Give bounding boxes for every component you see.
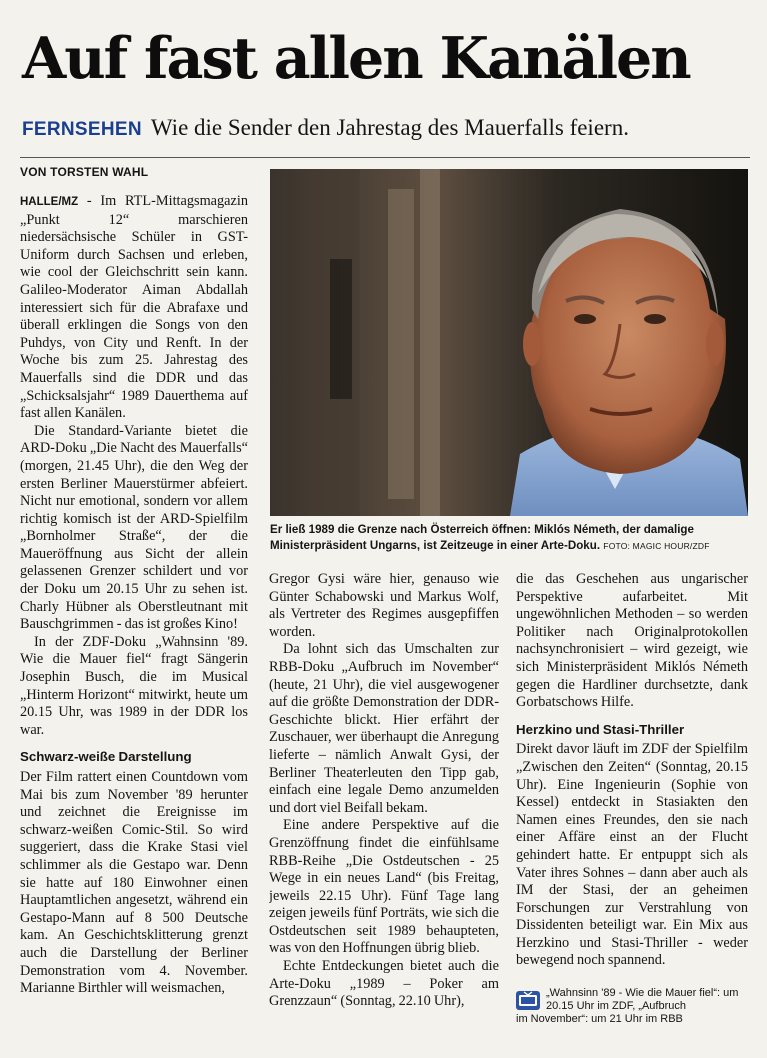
header-rule [20, 157, 750, 158]
author-byline: VON TORSTEN WAHL [20, 165, 149, 179]
teaser-text: Wie die Sender den Jahrestag des Mauerfalls feiern. [150, 115, 629, 140]
paragraph [20, 193, 248, 423]
photo-credit: FOTO: MAGIC HOUR/ZDF [603, 541, 710, 551]
caption-text: Er ließ 1989 die Grenze nach Österreich öffnen: Miklós Németh, der damalige Ministerpräsident Ungarns, ist Zeitzeuge in einer Arte-Doku. [270, 523, 694, 552]
headline: Auf fast allen Kanälen [22, 25, 690, 92]
paragraph: Die Standard-Variante bietet die ARD-Doku „Die Nacht des Mauerfalls“ (morgen, 21.45 Uhr), die den Weg der ersten Berliner Mauerstürmer abfeiert. Nicht nur emotional, sondern vor allem richtig komisch ist der ARD-Spielfilm „Bornholmer Straße“, der die Maueröffnung aus Sicht der allein gelassenen Grenzer schildert und vor der Doku um 20.15 Uhr zu sehen ist. Charly Hübner als Oberstleutnant mit Bauschgrimmen - das ist großes Kino! [20, 422, 248, 633]
paragraph: die das Geschehen aus ungarischer Perspektive aufarbeitet. Mit ungewöhnlichen Methoden – so werden Politiker nach Originalprotokollen nachsynchronisiert – wird gezeigt, wie sich Ministerpräsident Miklós Németh gegen die Hardliner durchsetzte, dank Gorbatschows Hilfe. [516, 571, 748, 711]
paragraph: Echte Entdeckungen bietet auch die Arte-Doku „1989 – Poker am Grenzzaun“ (Sonntag, 22.10 Uhr), [269, 958, 499, 1010]
paragraph: In der ZDF-Doku „Wahnsinn '89. Wie die Mauer fiel“ fragt Sängerin Josephin Busch, die im Musical „Hinterm Horizont“ mitwirkt, heute um 20.15 Uhr, was 1989 in der DDR los war. [20, 633, 248, 738]
tv-tip-box [516, 987, 750, 1037]
paragraph: Der Film rattert einen Countdown vom Mai bis zum November '89 herunter und zeichnet die Ereignisse im schwarz-weißen Comic-Stil. So wird suggeriert, dass die Krake Stasi viel schlimmer als die Gestapo war. Denn sie hatte auf 180 Einwohner einen Hauptamtlichen angesetzt, während ein Gestapo-Mann auf 8 500 Deutsche kam. An Geschichtsklitterung grenzt auch die Darstellung der Berliner Demonstration vom 4. November. Marianne Birthler will weismachen, [20, 769, 248, 997]
tv-icon [516, 991, 540, 1010]
portrait-illustration [270, 169, 748, 516]
paragraph: Direkt davor läuft im ZDF der Spielfilm „Zwischen den Zeiten“ (Sonntag, 20.15 Uhr). Eine Ingenieurin (Sophie von Kessel) entdeckt in Stasiakten den Namen eines Freundes, den sie nach einer Affäre einst an der Flucht gehindert hatte. Er entpuppt sich als Vater ihres Sohnes – dann aber auch als IM der Stasi, der an geheimen Forschungen zur Verstrahlung von Dissidenten beteiligt war. Ein Mix aus Herzkino und Stasi-Thriller - weder bewegend noch spannend. [516, 741, 748, 969]
rubric-label: FERNSEHEN [22, 119, 142, 140]
subline [22, 115, 752, 149]
paragraph: Gregor Gysi wäre hier, genauso wie Günter Schabowski und Markus Wolf, als Vertreter des Regimes ausgepfiffen worden. [269, 571, 499, 640]
tv-tip-line-2: im November“: um 21 Uhr im RBB [516, 1013, 683, 1025]
column-2 [269, 571, 499, 1038]
subheading: Schwarz-weiße Darstellung [20, 749, 192, 765]
paragraph: Eine andere Perspektive auf die Grenzöffnung findet die einfühlsame RBB-Reihe „Die Ostdeutschen - 25 Wege in ein neues Land“ (bis Freitag, jeweils 22.15 Uhr). Fünf Tage lang zeigen jeweils fünf Porträts, wie sich die Ostdeutschen seit 1989 behaupteten, was von den Hoffnungen übrig blieb. [269, 817, 499, 957]
subheading: Herzkino und Stasi-Thriller [516, 721, 685, 737]
tv-tip-line-1: „Wahnsinn '89 - Wie die Mauer fiel“: um 20.15 Uhr im ZDF, „Aufbruch [546, 987, 739, 1012]
paragraph: Da lohnt sich das Umschalten zur RBB-Doku „Aufbruch im November“ (heute, 21 Uhr), die viel ausgewogener auf die größte Demonstration der DDR-Geschichte blickt. Hier erfährt der Zuschauer, wer überhaupt die Anregung lieferte – nämlich Anwalt Gysi, der Berliner Theaterleuten den Tipp gab, einfach eine legale Demo anzumelden und dort viel Beifall bekam. [269, 641, 499, 816]
dateline: HALLE/MZ [20, 196, 79, 208]
portrait-photo [270, 169, 748, 516]
column-3 [516, 571, 748, 1038]
photo-caption [270, 522, 750, 554]
column-1 [20, 193, 248, 1038]
paragraph-text: - Im RTL-Mittagsmagazin „Punkt 12“ marschieren niedersächsische Schüler in GST-Uniform durch Sachsen und erleben, wie cool der Gleichschritt sein kann. Galileo-Moderator Aiman Abdallah interessiert sich für die Abrafaxe und überall erklingen die Songs von den Puhdys, von City und Renft. In der Woche bis zum 25. Jahrestag des Mauerfalls sind die DDR und das „Schicksalsjahr“ 1989 Dauerthema auf fast allen Kanälen. [20, 193, 248, 422]
